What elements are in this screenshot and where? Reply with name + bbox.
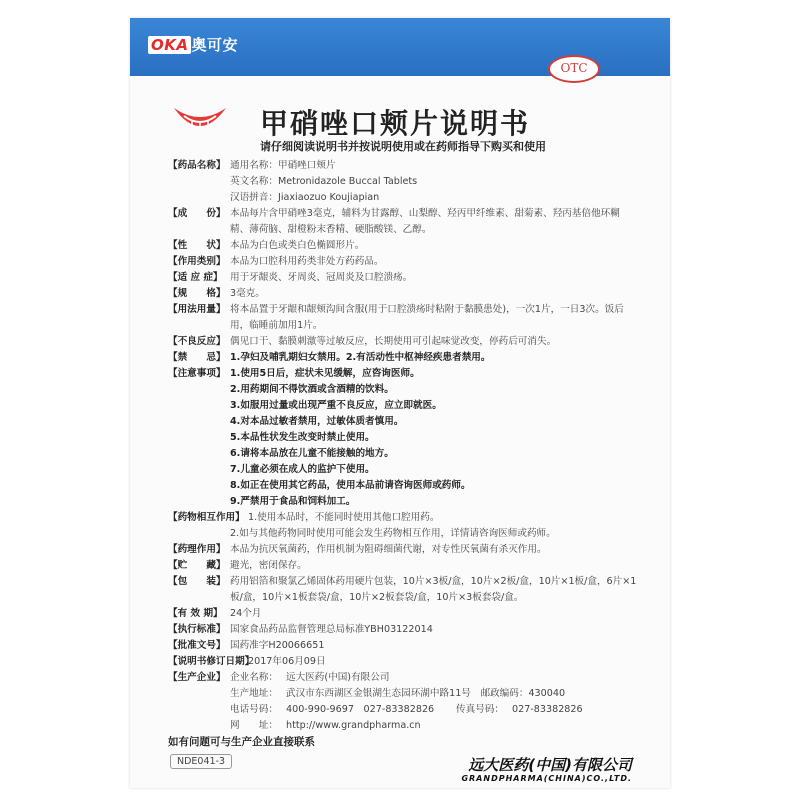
approval-section bbox=[168, 638, 638, 654]
brand-name-cn: 远大医药(中国)有限公司 bbox=[468, 756, 632, 774]
specification-label: 【规 格】 bbox=[168, 288, 226, 299]
category-label: 【作用类别】 bbox=[168, 256, 226, 267]
precautions-list bbox=[230, 366, 638, 510]
drug-name-section bbox=[168, 158, 638, 206]
brand-name-en: GRANDPHARMA(CHINA)CO.,LTD. bbox=[461, 774, 632, 783]
spacer bbox=[168, 526, 230, 542]
indications-label: 【适 应 症】 bbox=[168, 272, 223, 283]
standard-text: 国家食品药品监督管理总局标准YBH03122014 bbox=[230, 624, 433, 635]
list-item: 8.如正在使用其它药品，使用本品前请咨询医师或药师。 bbox=[230, 480, 471, 491]
leaflet-sheet bbox=[130, 18, 670, 788]
english-name: Metronidazole Buccal Tablets bbox=[278, 176, 418, 187]
drug-name-label: 【药品名称】 bbox=[168, 160, 226, 171]
validity-label: 【有 效 期】 bbox=[168, 608, 223, 619]
generic-name: 甲硝唑口颊片 bbox=[278, 160, 336, 171]
otc-badge: OTC bbox=[548, 55, 600, 83]
manufacturer-values bbox=[230, 670, 638, 734]
pharmacology-label: 【药理作用】 bbox=[168, 544, 226, 555]
properties-label: 【性 状】 bbox=[168, 240, 226, 251]
contact-note: 如有问题可与生产企业直接联系 bbox=[168, 736, 315, 748]
validity-section bbox=[168, 606, 638, 622]
mfr-address-key: 生产地址： bbox=[230, 688, 278, 699]
standard-label: 【执行标准】 bbox=[168, 624, 226, 635]
ingredients-label: 【成 份】 bbox=[168, 208, 226, 219]
category-text: 本品为口腔科用药类非处方药药品。 bbox=[230, 256, 384, 267]
mfr-phone-key: 电话号码： bbox=[230, 704, 278, 715]
revision-label: 【说明书修订日期】 bbox=[168, 656, 255, 667]
storage-section bbox=[168, 558, 638, 574]
category-section bbox=[168, 254, 638, 270]
package-section bbox=[168, 574, 638, 606]
adverse-text: 偶见口干、黏膜刺激等过敏反应，长期使用可引起味觉改变，停药后可消失。 bbox=[230, 336, 557, 347]
package-text: 药用铝箔和聚氯乙烯固体药用硬片包装，10片×3板/盒，10片×2板/盒，10片×1板/盒，6片×1板/盒，10片×1板套袋/盒，10片×2板套袋/盒，10片×3板套袋/盒。 bbox=[230, 576, 637, 603]
pharmacology-section bbox=[168, 542, 638, 558]
list-item: 9.严禁用于食品和饲料加工。 bbox=[230, 496, 356, 507]
mfr-name: 远大医药(中国)有限公司 bbox=[286, 672, 390, 683]
pharmacology-text: 本品为抗厌氧菌药，作用机制为阻碍细菌代谢，对专性厌氧菌有杀灭作用。 bbox=[230, 544, 547, 555]
interactions-section-cont bbox=[168, 526, 638, 542]
mfr-fax: 027-83382826 bbox=[512, 704, 583, 715]
ingredients-section bbox=[168, 206, 638, 238]
drug-name-values bbox=[230, 158, 638, 206]
list-item: 5.本品性状发生改变时禁止使用。 bbox=[230, 432, 375, 443]
mfr-web: http://www.grandpharma.cn bbox=[286, 720, 421, 731]
storage-label: 【贮 藏】 bbox=[168, 560, 226, 571]
revision-text: 2017年06月09日 bbox=[248, 656, 326, 667]
smile-logo-icon bbox=[170, 100, 230, 140]
precautions-section bbox=[168, 366, 638, 510]
mfr-fax-key: 传真号码： bbox=[456, 704, 504, 715]
adverse-label: 【不良反应】 bbox=[168, 336, 226, 347]
manufacturer-label: 【生产企业】 bbox=[168, 672, 226, 683]
list-item: 7.儿童必须在成人的监护下使用。 bbox=[230, 464, 375, 475]
indications-section bbox=[168, 270, 638, 286]
standard-section bbox=[168, 622, 638, 638]
dosage-text: 将本品置于牙龈和龈颊沟间含服(用于口腔溃疡时粘附于黏膜患处)，一次1片，一日3次。饭后用，临睡前加用1片。 bbox=[230, 304, 624, 331]
precautions-label: 【注意事项】 bbox=[168, 368, 226, 379]
list-item: 2.如与其他药物同时使用可能会发生药物相互作用，详情请咨询医师或药师。 bbox=[230, 528, 556, 539]
list-item: 6.请将本品放在儿童不能接触的地方。 bbox=[230, 448, 394, 459]
list-item: 3.如服用过量或出现严重不良反应，应立即就医。 bbox=[230, 400, 442, 411]
list-item: 1.使用本品时，不能同时使用其他口腔用药。 bbox=[248, 512, 440, 523]
revision-section bbox=[168, 654, 638, 670]
storage-text: 避光，密闭保存。 bbox=[230, 560, 307, 571]
pinyin-name: Jiaxiaozuo Koujiapian bbox=[278, 192, 380, 203]
dosage-section bbox=[168, 302, 638, 334]
logo-cn: 奥可安 bbox=[191, 36, 238, 54]
brand-logo bbox=[148, 34, 238, 55]
list-item: 2.用药期间不得饮酒或含酒精的饮料。 bbox=[230, 384, 394, 395]
ingredients-text: 本品每片含甲硝唑3毫克，辅料为甘露醇、山梨醇、羟丙甲纤维素、甜菊素、羟丙基倍他环糊精、薄荷脑、甜橙粉末香精、硬脂酸镁、乙醇。 bbox=[230, 208, 620, 235]
logo-oka: OKA bbox=[148, 36, 191, 54]
page-subtitle: 请仔细阅读说明书并按说明使用或在药师指导下购买和使用 bbox=[260, 140, 546, 153]
mfr-web-key: 网 址： bbox=[230, 720, 278, 731]
list-item: 1.使用5日后，症状未见缓解，应咨询医师。 bbox=[230, 368, 420, 379]
leaflet-content bbox=[168, 158, 638, 734]
specification-text: 3毫克。 bbox=[230, 288, 265, 299]
mfr-phone: 400-990-9697 027-83382826 bbox=[286, 704, 435, 715]
indications-text: 用于牙龈炎、牙周炎、冠周炎及口腔溃疡。 bbox=[230, 272, 413, 283]
interactions-list bbox=[248, 510, 638, 526]
approval-label: 【批准文号】 bbox=[168, 640, 226, 651]
package-label: 【包 装】 bbox=[168, 576, 226, 587]
specification-section bbox=[168, 286, 638, 302]
manufacturer-section bbox=[168, 670, 638, 734]
approval-text: 国药准字H20066651 bbox=[230, 640, 325, 651]
mfr-name-key: 企业名称： bbox=[230, 672, 278, 683]
english-key: 英文名称： bbox=[230, 176, 278, 187]
contraindications-section bbox=[168, 350, 638, 366]
generic-key: 通用名称： bbox=[230, 160, 278, 171]
interactions-label: 【药物相互作用】 bbox=[168, 512, 245, 523]
contraindications-text: 1.孕妇及哺乳期妇女禁用。2.有活动性中枢神经疾患者禁用。 bbox=[230, 352, 491, 363]
properties-text: 本品为白色或类白色椭圆形片。 bbox=[230, 240, 365, 251]
pinyin-key: 汉语拼音： bbox=[230, 192, 278, 203]
validity-text: 24个月 bbox=[230, 608, 262, 619]
mfr-address: 武汉市东西湖区金银湖生态园环湖中路11号 邮政编码：430040 bbox=[286, 688, 566, 699]
document-code: NDE041-3 bbox=[170, 754, 232, 769]
contraindications-label: 【禁 忌】 bbox=[168, 352, 226, 363]
properties-section bbox=[168, 238, 638, 254]
page-title: 甲硝唑口颊片说明书 bbox=[260, 107, 531, 140]
adverse-section bbox=[168, 334, 638, 350]
interactions-section bbox=[168, 510, 638, 526]
dosage-label: 【用法用量】 bbox=[168, 304, 226, 315]
list-item: 4.对本品过敏者禁用，过敏体质者慎用。 bbox=[230, 416, 404, 427]
